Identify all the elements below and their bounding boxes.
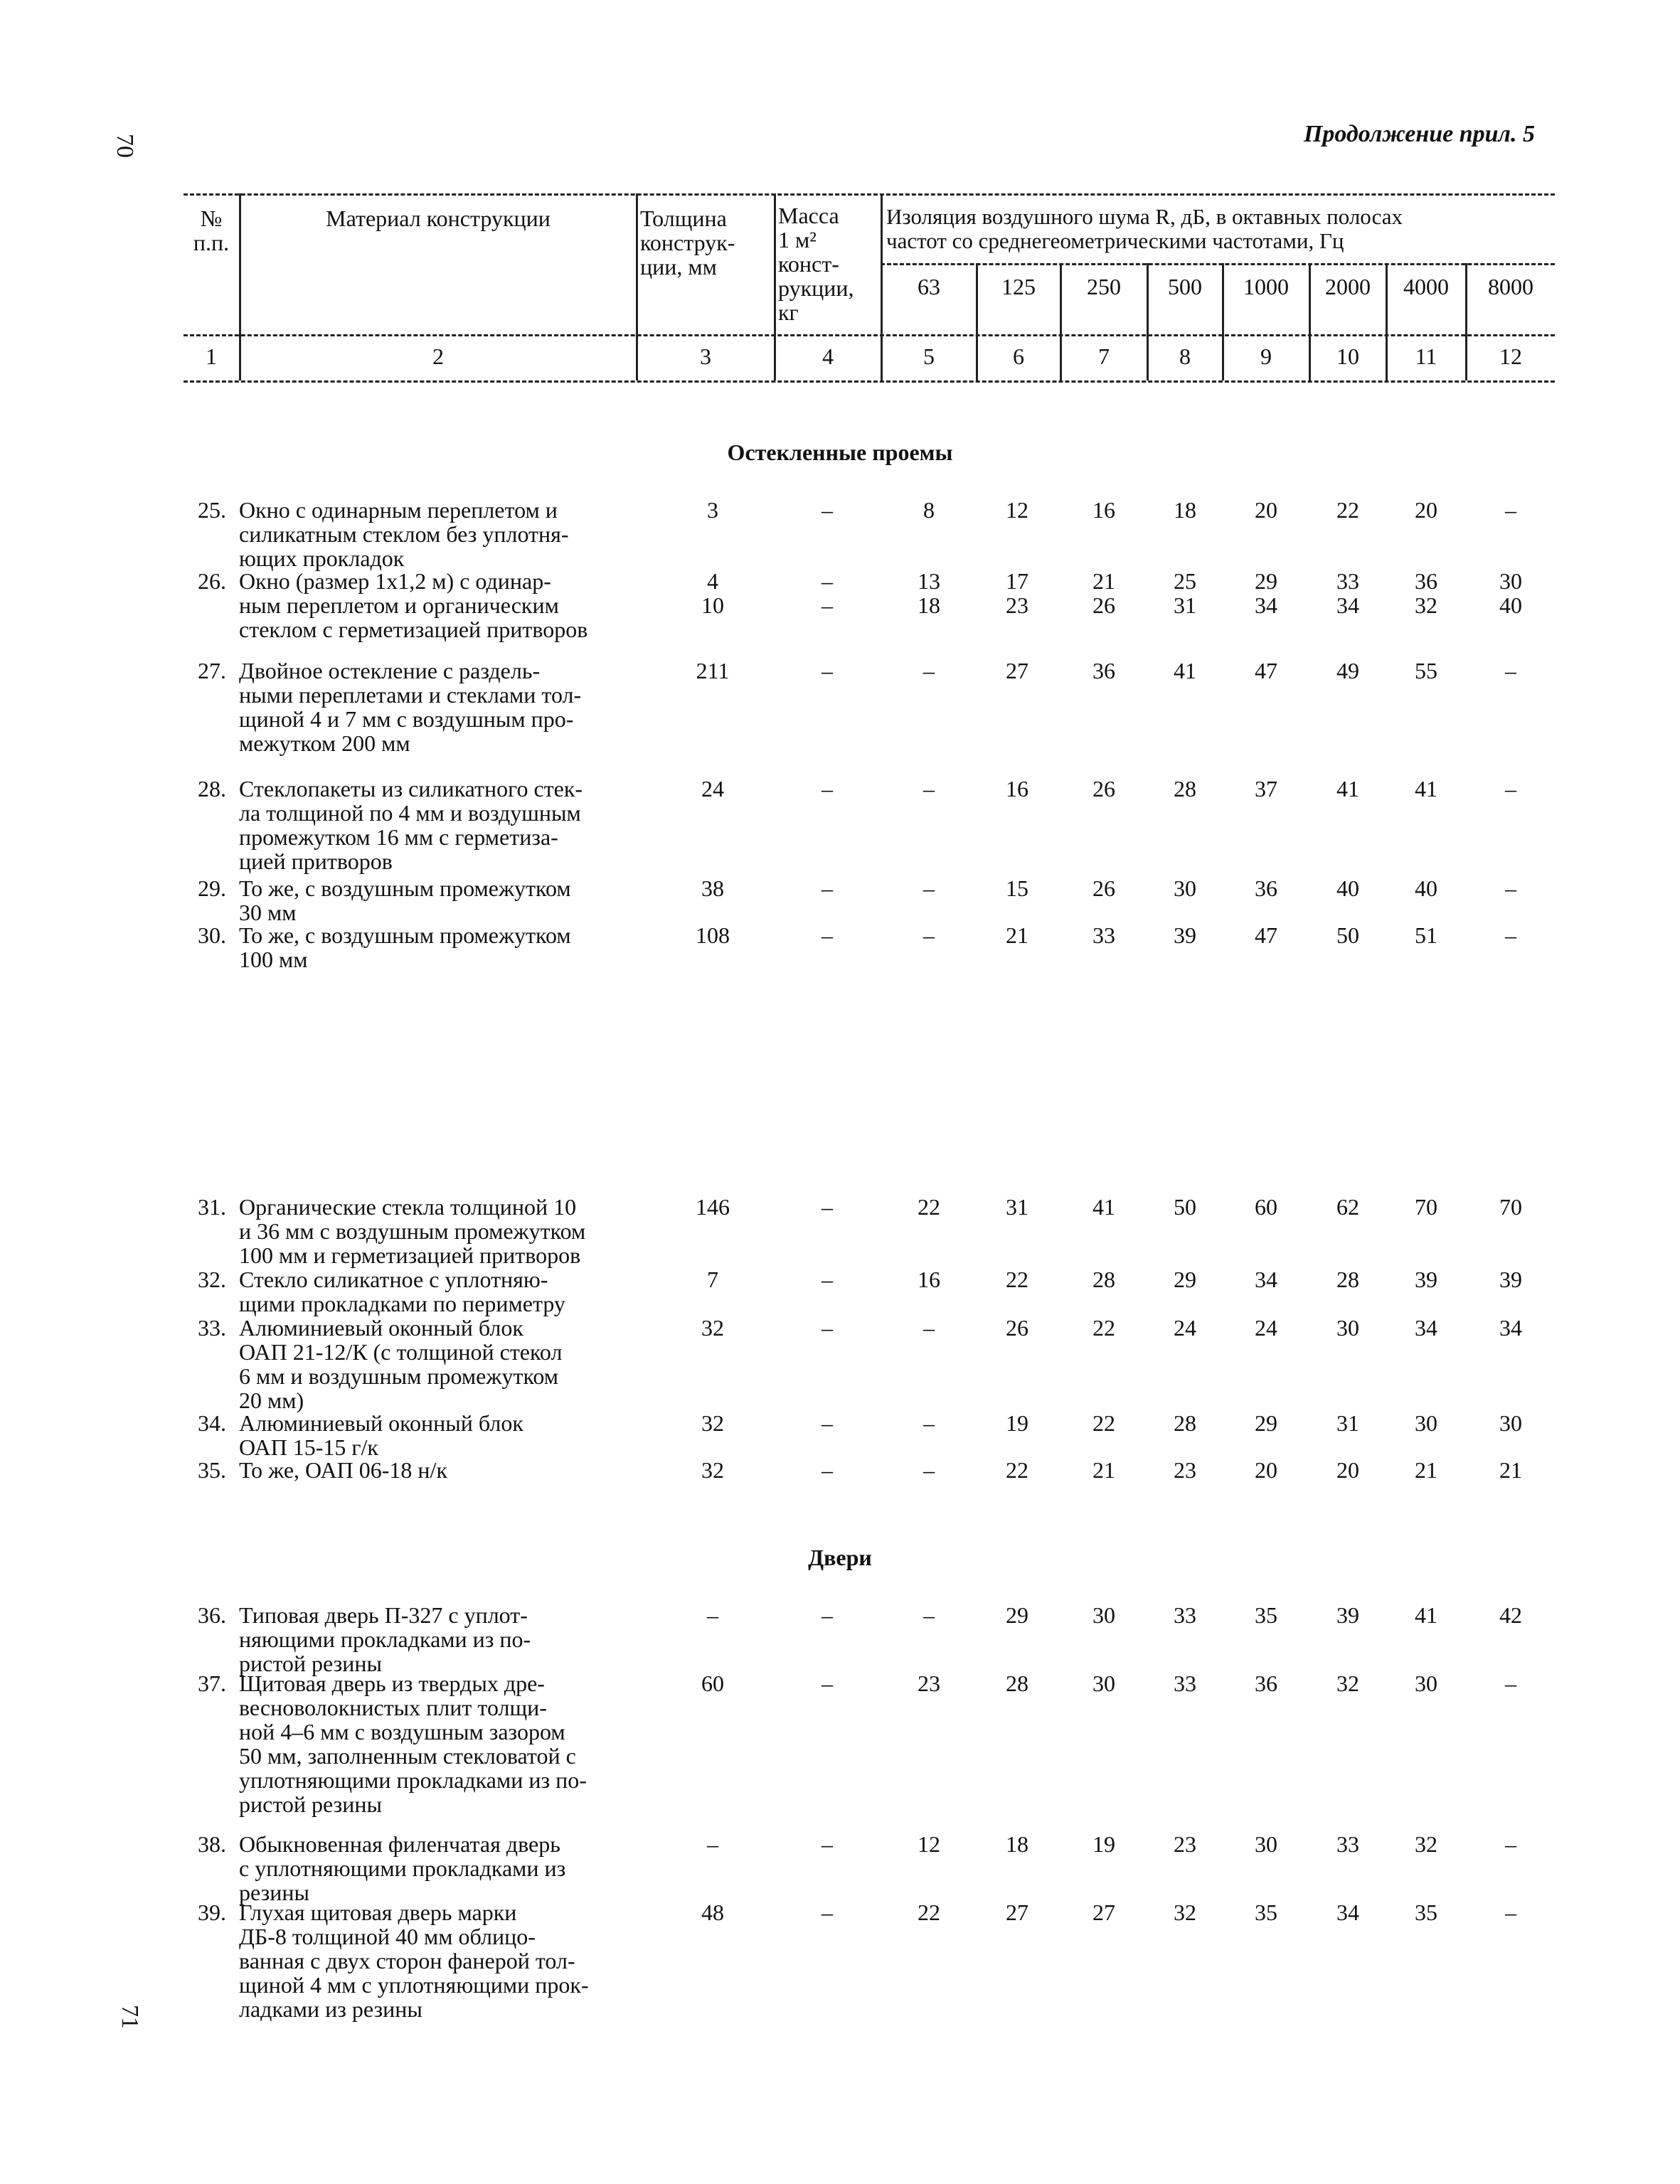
row-isolation-value: 32 bbox=[1174, 1900, 1196, 1925]
page-number-top: 70 bbox=[112, 134, 138, 158]
header-rule-freq bbox=[881, 263, 1555, 265]
column-index: 4 bbox=[822, 343, 834, 369]
row-number: 35. bbox=[198, 1457, 226, 1483]
row-isolation-value: 28 bbox=[1174, 776, 1196, 801]
row-isolation-value: 33 bbox=[1174, 1671, 1196, 1696]
row-isolation-value: 41 bbox=[1336, 776, 1359, 801]
row-isolation-value: 26 bbox=[1092, 875, 1115, 901]
row-isolation-value: 25 31 bbox=[1174, 568, 1196, 618]
header-rule-bottom bbox=[184, 380, 1555, 383]
column-index: 10 bbox=[1336, 343, 1359, 369]
header-thickness: Толщина конструк- ции, мм bbox=[640, 206, 735, 279]
row-isolation-value: 30 bbox=[1336, 1315, 1359, 1341]
row-isolation-value: – bbox=[923, 1602, 935, 1628]
row-number: 26. bbox=[198, 568, 226, 594]
row-isolation-value: 21 bbox=[1499, 1457, 1522, 1483]
row-isolation-value: 29 bbox=[1174, 1267, 1196, 1292]
row-isolation-value: 32 bbox=[1415, 1831, 1437, 1857]
row-material: Алюминиевый оконный блок ОАП 21-12/К (с толщиной стекол 6 мм и воздушным промежутком 20 мм) bbox=[239, 1315, 563, 1413]
row-material: Типовая дверь П-327 с уплот- няющими прокладками из по- ристой резины bbox=[239, 1602, 531, 1676]
row-isolation-value: 29 34 bbox=[1255, 568, 1277, 618]
row-thickness: 60 bbox=[701, 1671, 724, 1696]
row-isolation-value: 35 bbox=[1255, 1602, 1277, 1628]
row-mass: – bbox=[822, 1671, 833, 1696]
row-isolation-value: 33 bbox=[1092, 922, 1115, 948]
row-isolation-value: – bbox=[923, 875, 935, 901]
continuation-caption: Продолжение прил. 5 bbox=[1303, 121, 1535, 147]
row-isolation-value: 20 bbox=[1255, 1457, 1277, 1483]
column-index: 9 bbox=[1260, 343, 1272, 369]
row-isolation-value: 42 bbox=[1499, 1602, 1522, 1628]
row-mass: – bbox=[822, 875, 833, 901]
header-mass: Масса 1 м² конст- рукции, кг bbox=[778, 203, 854, 325]
row-isolation-value: 30 bbox=[1092, 1602, 1115, 1628]
column-index: 7 bbox=[1098, 343, 1110, 369]
row-number: 27. bbox=[198, 658, 226, 683]
row-isolation-value: 34 bbox=[1499, 1315, 1522, 1341]
row-number: 29. bbox=[198, 875, 226, 901]
row-material: То же, ОАП 06-18 н/к bbox=[239, 1457, 447, 1483]
row-isolation-value: 33 bbox=[1336, 1831, 1359, 1857]
row-isolation-value: 30 bbox=[1174, 875, 1196, 901]
section-title-doors: Двери bbox=[808, 1545, 872, 1570]
row-number: 32. bbox=[198, 1267, 226, 1292]
row-isolation-value: 50 bbox=[1336, 922, 1359, 948]
row-isolation-value: 31 bbox=[1006, 1194, 1028, 1220]
row-isolation-value: 34 bbox=[1255, 1267, 1277, 1292]
row-isolation-value: 16 bbox=[918, 1267, 940, 1292]
header-rule-mid bbox=[184, 334, 1555, 336]
row-isolation-value: 60 bbox=[1255, 1194, 1277, 1220]
row-mass: – bbox=[822, 1900, 833, 1925]
row-material: Алюминиевый оконный блок ОАП 15-15 г/к bbox=[239, 1410, 523, 1460]
column-index: 2 bbox=[432, 343, 444, 369]
row-isolation-value: 39 bbox=[1499, 1267, 1522, 1292]
row-isolation-value: – bbox=[1505, 875, 1516, 901]
row-isolation-value: 22 bbox=[1092, 1315, 1115, 1341]
row-isolation-value: 21 26 bbox=[1092, 568, 1115, 618]
row-material: То же, с воздушным промежутком 100 мм bbox=[239, 922, 571, 972]
row-isolation-value: 13 18 bbox=[918, 568, 940, 618]
row-isolation-value: 35 bbox=[1255, 1900, 1277, 1925]
row-number: 33. bbox=[198, 1315, 226, 1341]
header-freq: 4000 bbox=[1403, 274, 1449, 299]
row-isolation-value: 17 23 bbox=[1006, 568, 1028, 618]
row-isolation-value: – bbox=[923, 1410, 935, 1436]
row-number: 28. bbox=[198, 776, 226, 801]
row-material: Щитовая дверь из твердых дре- весноволокнистых плит толщи- ной 4–6 мм с воздушным зазором 50 мм, заполненным стекловатой с уплотняющими прокладками из по- ристой резины bbox=[239, 1671, 587, 1817]
header-divider bbox=[239, 193, 241, 380]
page-number-bottom: 71 bbox=[117, 2005, 143, 2029]
row-mass: – bbox=[822, 1831, 833, 1857]
row-isolation-value: 36 bbox=[1255, 1671, 1277, 1696]
header-freq: 63 bbox=[918, 274, 940, 299]
row-isolation-value: 39 bbox=[1174, 922, 1196, 948]
row-isolation-value: 49 bbox=[1336, 658, 1359, 683]
column-index: 8 bbox=[1179, 343, 1191, 369]
row-isolation-value: – bbox=[1505, 776, 1516, 801]
row-isolation-value: 8 bbox=[923, 497, 935, 523]
row-isolation-value: 28 bbox=[1336, 1267, 1359, 1292]
row-number: 31. bbox=[198, 1194, 226, 1220]
column-index: 1 bbox=[206, 343, 217, 369]
row-material: Органические стекла толщиной 10 и 36 мм с воздушным промежутком 100 мм и герметизацией притворов bbox=[239, 1194, 586, 1268]
row-thickness: 32 bbox=[701, 1315, 724, 1341]
column-index: 3 bbox=[700, 343, 711, 369]
header-freq: 8000 bbox=[1488, 274, 1533, 299]
row-mass: – bbox=[822, 1410, 833, 1436]
row-isolation-value: 51 bbox=[1415, 922, 1437, 948]
row-isolation-value: 34 bbox=[1336, 1900, 1359, 1925]
row-thickness: 7 bbox=[707, 1267, 718, 1292]
row-mass: – bbox=[822, 1457, 833, 1483]
row-isolation-value: 18 bbox=[1006, 1831, 1028, 1857]
row-mass: – bbox=[822, 776, 833, 801]
row-isolation-value: 16 bbox=[1006, 776, 1028, 801]
row-isolation-value: – bbox=[1505, 1900, 1516, 1925]
row-isolation-value: 27 bbox=[1006, 1900, 1028, 1925]
row-isolation-value: 30 40 bbox=[1499, 568, 1522, 618]
row-isolation-value: 28 bbox=[1006, 1671, 1028, 1696]
row-isolation-value: 40 bbox=[1336, 875, 1359, 901]
row-isolation-value: 70 bbox=[1499, 1194, 1522, 1220]
row-isolation-value: 22 bbox=[918, 1194, 940, 1220]
header-freq: 500 bbox=[1168, 274, 1202, 299]
header-material: Материал конструкции bbox=[326, 206, 551, 231]
row-mass: – bbox=[822, 497, 833, 523]
row-thickness: 211 bbox=[696, 658, 730, 683]
header-rule-top bbox=[184, 193, 1555, 196]
row-isolation-value: – bbox=[923, 922, 935, 948]
row-isolation-value: 37 bbox=[1255, 776, 1277, 801]
row-isolation-value: 36 32 bbox=[1415, 568, 1437, 618]
row-isolation-value: 24 bbox=[1255, 1315, 1277, 1341]
row-isolation-value: – bbox=[923, 776, 935, 801]
row-isolation-value: 35 bbox=[1415, 1900, 1437, 1925]
row-isolation-value: 20 bbox=[1415, 497, 1437, 523]
row-number: 25. bbox=[198, 497, 226, 523]
row-mass: – bbox=[822, 922, 833, 948]
row-isolation-value: – bbox=[923, 1315, 935, 1341]
column-index: 11 bbox=[1415, 343, 1437, 369]
row-material: Окно с одинарным переплетом и силикатным стеклом без уплотня- ющих прокладок bbox=[239, 497, 569, 571]
row-thickness: – bbox=[707, 1602, 718, 1628]
row-number: 39. bbox=[198, 1900, 226, 1925]
row-isolation-value: 32 bbox=[1336, 1671, 1359, 1696]
header-freq: 1000 bbox=[1243, 274, 1289, 299]
row-isolation-value: 30 bbox=[1255, 1831, 1277, 1857]
row-isolation-value: 30 bbox=[1499, 1410, 1522, 1436]
row-thickness: 32 bbox=[701, 1457, 724, 1483]
row-isolation-value: 29 bbox=[1006, 1602, 1028, 1628]
row-mass: – bbox=[822, 658, 833, 683]
row-isolation-value: 62 bbox=[1336, 1194, 1359, 1220]
row-number: 30. bbox=[198, 922, 226, 948]
row-isolation-value: 22 bbox=[1006, 1457, 1028, 1483]
row-mass: – bbox=[822, 1194, 833, 1220]
row-isolation-value: 22 bbox=[1336, 497, 1359, 523]
row-material: Двойное остекление с раздель- ными переплетами и стеклами тол- щиной 4 и 7 мм с воздушным про- межутком 200 мм bbox=[239, 658, 582, 756]
row-isolation-value: 21 bbox=[1415, 1457, 1437, 1483]
row-isolation-value: 28 bbox=[1174, 1410, 1196, 1436]
row-isolation-value: 36 bbox=[1255, 875, 1277, 901]
row-number: 34. bbox=[198, 1410, 226, 1436]
row-material: Стеклопакеты из силикатного стек- ла толщиной по 4 мм и воздушным промежутком 16 мм с герметиза- цией притворов bbox=[239, 776, 583, 874]
row-thickness: 146 bbox=[696, 1194, 730, 1220]
row-isolation-value: 31 bbox=[1336, 1410, 1359, 1436]
row-thickness: 108 bbox=[696, 922, 730, 948]
column-index: 5 bbox=[923, 343, 935, 369]
row-isolation-value: 33 34 bbox=[1336, 568, 1359, 618]
row-isolation-value: 41 bbox=[1092, 1194, 1115, 1220]
row-thickness: 4 10 bbox=[701, 568, 724, 618]
header-freq: 2000 bbox=[1325, 274, 1371, 299]
row-thickness: 32 bbox=[701, 1410, 724, 1436]
row-isolation-value: 33 bbox=[1174, 1602, 1196, 1628]
row-isolation-value: 50 bbox=[1174, 1194, 1196, 1220]
row-isolation-value: 19 bbox=[1006, 1410, 1028, 1436]
row-isolation-value: – bbox=[1505, 1831, 1516, 1857]
row-material: То же, с воздушным промежутком 30 мм bbox=[239, 875, 571, 925]
row-isolation-value: 15 bbox=[1006, 875, 1028, 901]
row-isolation-value: – bbox=[1505, 922, 1516, 948]
row-isolation-value: 26 bbox=[1006, 1315, 1028, 1341]
header-isolation: Изоляция воздушного шума R, дБ, в октавных полосах частот со среднегеометрическими частотами, Гц bbox=[886, 204, 1403, 253]
header-freq: 250 bbox=[1087, 274, 1121, 299]
row-thickness: 24 bbox=[701, 776, 724, 801]
row-number: 38. bbox=[198, 1831, 226, 1857]
row-thickness: – bbox=[707, 1831, 718, 1857]
row-isolation-value: 29 bbox=[1255, 1410, 1277, 1436]
header-number: № п.п. bbox=[193, 206, 230, 255]
row-isolation-value: 55 bbox=[1415, 658, 1437, 683]
row-isolation-value: 22 bbox=[1006, 1267, 1028, 1292]
row-isolation-value: 70 bbox=[1415, 1194, 1437, 1220]
row-isolation-value: 36 bbox=[1092, 658, 1115, 683]
row-isolation-value: 41 bbox=[1174, 658, 1196, 683]
row-thickness: 3 bbox=[707, 497, 718, 523]
row-isolation-value: 19 bbox=[1092, 1831, 1115, 1857]
row-isolation-value: 16 bbox=[1092, 497, 1115, 523]
row-isolation-value: 47 bbox=[1255, 658, 1277, 683]
row-mass: – bbox=[822, 1602, 833, 1628]
row-isolation-value: 39 bbox=[1336, 1602, 1359, 1628]
row-isolation-value: 40 bbox=[1415, 875, 1437, 901]
row-mass: – – bbox=[822, 568, 833, 618]
row-isolation-value: 26 bbox=[1092, 776, 1115, 801]
row-material: Глухая щитовая дверь марки ДБ-8 толщиной 40 мм облицо- ванная с двух сторон фанерой тол- щиной 4 мм с уплотняющими прок- ладками из резины bbox=[239, 1900, 589, 2022]
row-thickness: 48 bbox=[701, 1900, 724, 1925]
row-isolation-value: 23 bbox=[1174, 1457, 1196, 1483]
row-isolation-value: 30 bbox=[1092, 1671, 1115, 1696]
row-isolation-value: 30 bbox=[1415, 1410, 1437, 1436]
row-isolation-value: 21 bbox=[1092, 1457, 1115, 1483]
row-isolation-value: 39 bbox=[1415, 1267, 1437, 1292]
row-material: Окно (размер 1х1,2 м) с одинар- ным переплетом и органическим стеклом с герметизацией притворов bbox=[239, 568, 588, 642]
row-isolation-value: 22 bbox=[918, 1900, 940, 1925]
row-number: 36. bbox=[198, 1602, 226, 1628]
row-isolation-value: 41 bbox=[1415, 1602, 1437, 1628]
row-isolation-value: 24 bbox=[1174, 1315, 1196, 1341]
row-isolation-value: 30 bbox=[1415, 1671, 1437, 1696]
row-isolation-value: – bbox=[923, 658, 935, 683]
row-isolation-value: 47 bbox=[1255, 922, 1277, 948]
row-material: Стекло силикатное с уплотняю- щими прокладками по периметру bbox=[239, 1267, 565, 1316]
row-number: 37. bbox=[198, 1671, 226, 1696]
row-isolation-value: 22 bbox=[1092, 1410, 1115, 1436]
row-mass: – bbox=[822, 1315, 833, 1341]
column-index: 12 bbox=[1499, 343, 1522, 369]
row-mass: – bbox=[822, 1267, 833, 1292]
row-material: Обыкновенная филенчатая дверь с уплотняющими прокладками из резины bbox=[239, 1831, 566, 1905]
row-isolation-value: 27 bbox=[1092, 1900, 1115, 1925]
row-isolation-value: 41 bbox=[1415, 776, 1437, 801]
header-freq: 125 bbox=[1001, 274, 1036, 299]
row-isolation-value: 34 bbox=[1415, 1315, 1437, 1341]
row-isolation-value: 28 bbox=[1092, 1267, 1115, 1292]
row-isolation-value: 18 bbox=[1174, 497, 1196, 523]
section-title-glazing: Остекленные проемы bbox=[727, 440, 953, 465]
row-isolation-value: 20 bbox=[1336, 1457, 1359, 1483]
row-isolation-value: 23 bbox=[1174, 1831, 1196, 1857]
row-thickness: 38 bbox=[701, 875, 724, 901]
column-index: 6 bbox=[1013, 343, 1024, 369]
row-isolation-value: 27 bbox=[1006, 658, 1028, 683]
row-isolation-value: 12 bbox=[1006, 497, 1028, 523]
row-isolation-value: 23 bbox=[918, 1671, 940, 1696]
row-isolation-value: – bbox=[1505, 1671, 1516, 1696]
row-isolation-value: – bbox=[923, 1457, 935, 1483]
row-isolation-value: – bbox=[1505, 497, 1516, 523]
row-isolation-value: 12 bbox=[918, 1831, 940, 1857]
row-isolation-value: – bbox=[1505, 658, 1516, 683]
row-isolation-value: 20 bbox=[1255, 497, 1277, 523]
row-isolation-value: 21 bbox=[1006, 922, 1028, 948]
